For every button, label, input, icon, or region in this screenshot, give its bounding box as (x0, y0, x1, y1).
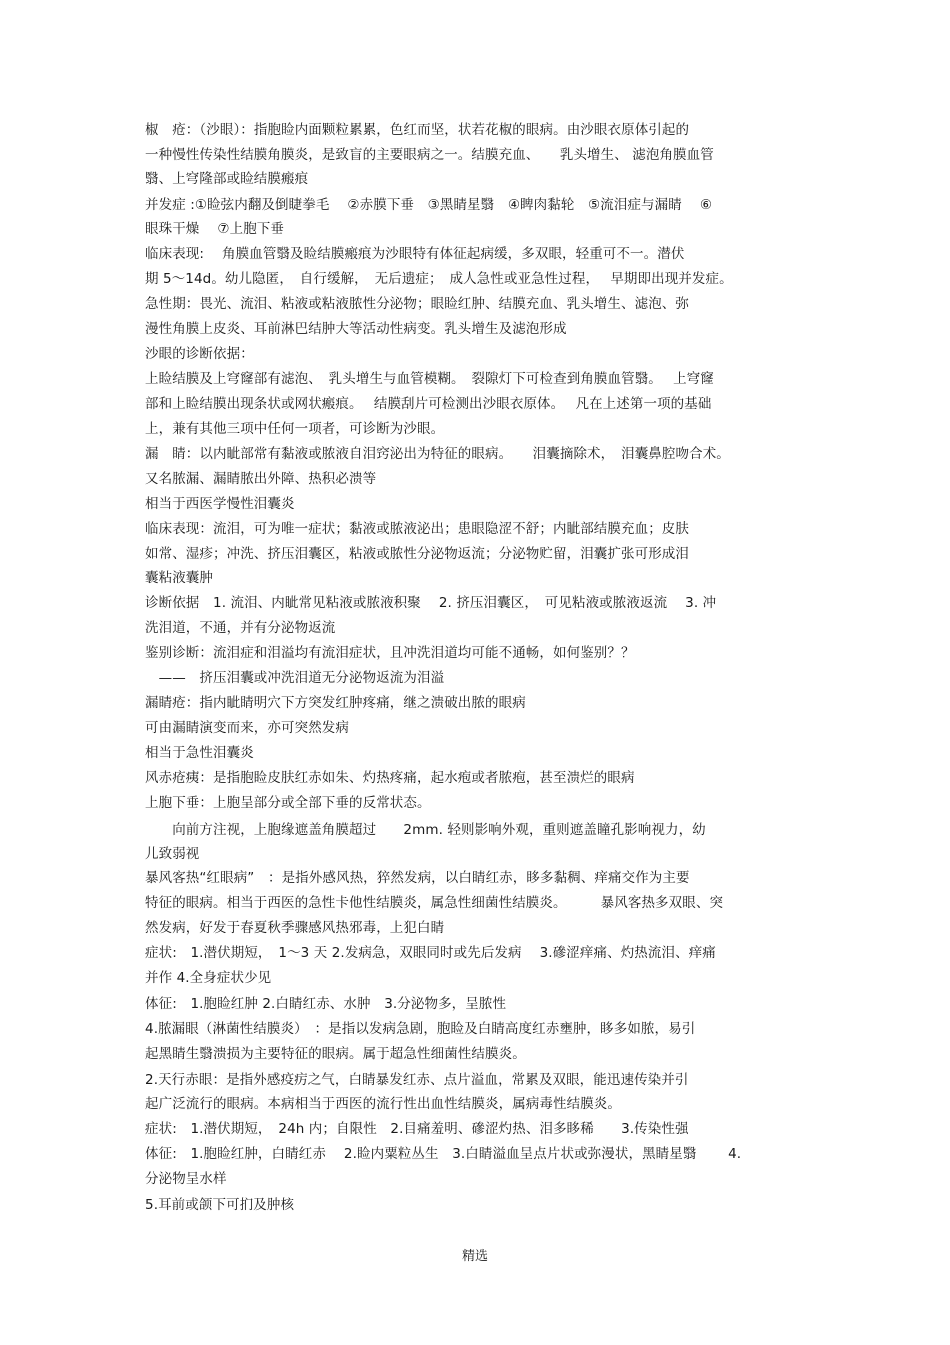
text-line: 暴风客热“红眼病” ：是指外感风热，猝然发病，以白睛红赤，眵多黏稠、痒痛交作为主要 (145, 870, 690, 886)
text-line: 向前方注视，上胞缘遮盖角膜超过 2mm. 轻则影响外观，重则遮盖瞳孔影响视力，幼 (145, 822, 706, 838)
text-line: 可由漏睛演变而来，亦可突然发病 (145, 720, 349, 736)
text-line: 一种慢性传染性结膜角膜炎，是致盲的主要眼病之一。结膜充血、 乳头增生、 滤泡角膜血管 (145, 147, 714, 163)
text-line: 眼珠干燥 ⑦上胞下垂 (145, 221, 284, 237)
text-line: 急性期：畏光、流泪、粘液或粘液脓性分泌物；眼睑红肿、结膜充血、乳头增生、滤泡、弥 (145, 296, 689, 312)
text-line: 如常、湿疹；冲洗、挤压泪囊区，粘液或脓性分泌物返流；分泌物贮留，泪囊扩张可形成泪 (145, 546, 689, 562)
text-line: 症状: 1.潜伏期短， 24h 内；自限性 2.目痛羞明、磣涩灼热、泪多眵稀 3.传染性强 (145, 1121, 689, 1137)
text-line: 风赤疮痍：是指胞睑皮肤红赤如朱、灼热疼痛，起水疱或者脓疱，甚至溃烂的眼病 (145, 770, 635, 786)
text-line: 并作 4.全身症状少见 (145, 970, 272, 986)
text-line: 相当于西医学慢性泪囊炎 (145, 496, 295, 512)
text-line: 症状: 1.潜伏期短， 1～3 天 2.发病急，双眼同时或先后发病 3.磣涩痒痛、灼热流泪、痒痛 (145, 945, 716, 961)
text-line: 诊断依据 1. 流泪、内眦常见粘液或脓液积聚 2. 挤压泪囊区， 可见粘液或脓液返流 3. 冲 (145, 595, 717, 611)
text-line: 体征: 1.胞睑红肿 2.白睛红赤、水肿 3.分泌物多，呈脓性 (145, 996, 507, 1012)
text-line: 起黑睛生翳溃损为主要特征的眼病。属于超急性细菌性结膜炎。 (145, 1046, 526, 1062)
text-line: 5.耳前或颌下可扪及肿核 (145, 1197, 295, 1213)
text-line: 椒 疮：（沙眼）：指胞睑内面颗粒累累，色红而坚，状若花椒的眼病。由沙眼衣原体引起的 (145, 122, 690, 138)
text-line: 翳、上穹隆部或睑结膜瘢痕 (145, 171, 309, 187)
text-line: 沙眼的诊断依据： (145, 346, 254, 362)
text-line: 鉴别诊断：流泪症和泪溢均有流泪症状，且冲洗泪道均可能不通畅，如何鉴别？？ (145, 645, 635, 661)
text-line: 4.脓漏眼（淋菌性结膜炎） ：是指以发病急剧，胞睑及白睛高度红赤壅肿，眵多如脓，易引 (145, 1021, 696, 1037)
text-line: 临床表现：流泪，可为唯一症状；黏液或脓液泌出；患眼隐涩不舒；内眦部结膜充血；皮肤 (145, 521, 689, 537)
text-line: 特征的眼病。相当于西医的急性卡他性结膜炎，属急性细菌性结膜炎。 暴风客热多双眼、突 (145, 895, 724, 911)
text-line: 并发症 :①睑弦内翻及倒睫拳毛 ②赤膜下垂 ③黑睛星翳 ④睥肉黏轮 ⑤流泪症与漏睛 ⑥ (145, 197, 713, 213)
text-line: 漏睛疮：指内眦睛明穴下方突发红肿疼痛，继之溃破出脓的眼病 (145, 695, 526, 711)
text-line: 起广泛流行的眼病。本病相当于西医的流行性出血性结膜炎，属病毒性结膜炎。 (145, 1096, 621, 1112)
text-line: 部和上睑结膜出现条状或网状瘢痕。 结膜刮片可检测出沙眼衣原体。 凡在上述第一项的基础 (145, 396, 712, 412)
text-line: 2.天行赤眼：是指外感疫疠之气，白睛暴发红赤、点片溢血，常累及双眼，能迅速传染并引 (145, 1072, 689, 1088)
text-line: 上睑结膜及上穹窿部有滤泡、 乳头增生与血管模糊。 裂隙灯下可检查到角膜血管翳。 上穹窿 (145, 371, 714, 387)
text-line: 又名脓漏、漏睛脓出外障、热积必溃等 (145, 471, 377, 487)
text-line: —— 挤压泪囊或冲洗泪道无分泌物返流为泪溢 (145, 670, 445, 686)
text-line: 洗泪道，不通，并有分泌物返流 (145, 620, 336, 636)
text-line: 然发病，好发于春夏秋季骤感风热邪毒，上犯白睛 (145, 920, 445, 936)
text-line: 漫性角膜上皮炎、耳前淋巴结肿大等活动性病变。乳头增生及滤泡形成 (145, 321, 567, 337)
text-line: 上胞下垂：上胞呈部分或全部下垂的反常状态。 (145, 795, 431, 811)
text-line: 分泌物呈水样 (145, 1171, 227, 1187)
page-footer: 精选 (461, 1249, 488, 1264)
text-line: 儿致弱视 (145, 846, 200, 862)
text-line: 体征: 1.胞睑红肿，白睛红赤 2.睑内粟粒丛生 3.白睛溢血呈点片状或弥漫状，黑睛星翳 4. (145, 1146, 742, 1162)
text-line: 相当于急性泪囊炎 (145, 745, 254, 761)
text-line: 囊粘液囊肿 (145, 570, 213, 586)
text-line: 上，兼有其他三项中任何一项者，可诊断为沙眼。 (145, 421, 445, 437)
text-line: 期 5～14d。幼儿隐匿， 自行缓解， 无后遗症； 成人急性或亚急性过程， 早期即出现并发症。 (145, 271, 733, 287)
text-line: 漏 睛：以内眦部常有黏液或脓液自泪窍泌出为特征的眼病。 泪囊摘除术， 泪囊鼻腔吻合术。 (145, 446, 730, 462)
text-line: 临床表现: 角膜血管翳及睑结膜瘢痕为沙眼特有体征起病缓，多双眼，轻重可不一。潜伏 (145, 246, 685, 262)
